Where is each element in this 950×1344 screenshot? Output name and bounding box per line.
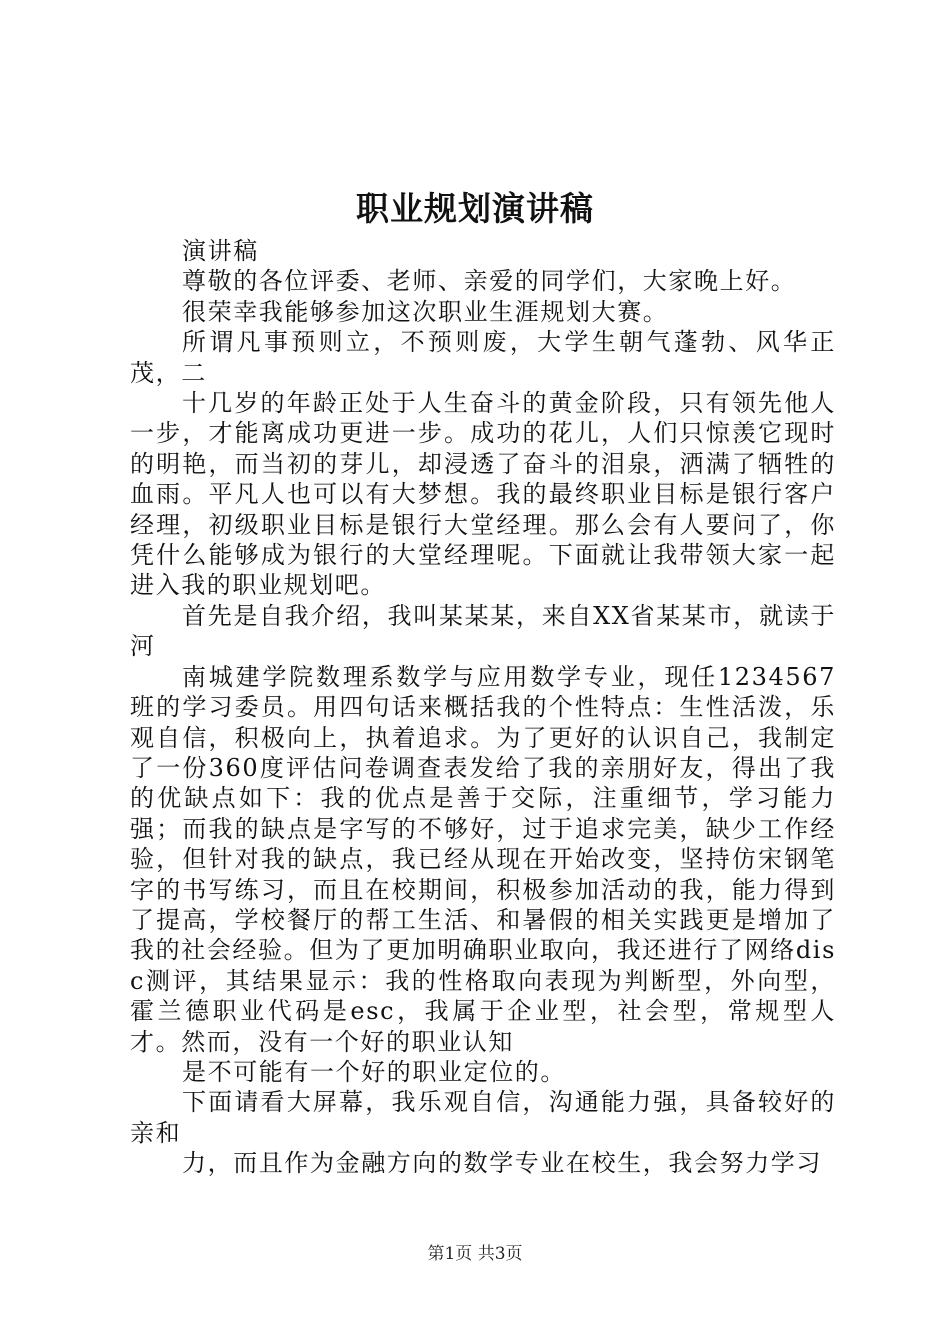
paragraph-self-assessment: 南城建学院数理系数学与应用数学专业，现任1234567班的学习委员。用四句话来概括我的个性特点：生性活泼，乐观自信，积极向上，执着追求。为了更好的认识自己，我制定了一份360度评估问卷调查表发给了我的亲朋好友，得出了我的优缺点如下：我的优点是善于交际，注重细节，学习能力强；而我的缺点是字写的不够好，过于追求完美，缺少工作经验，但针对我的缺点，我已经从现在开始改变，坚持仿宋钢笔字的书写练习，而且在校期间，积极参加活动的我，能力得到了提高，学校餐厅的帮工生活、和暑假的相关实践更是增加了我的社会经验。但为了更加明确职业取向，我还进行了网络disc测评，其结果显示：我的性格取向表现为判断型，外向型，霍兰德职业代码是esc，我属于企业型，社会型，常规型人才。然而，没有一个好的职业认知 bbox=[130, 662, 836, 1056]
paragraph-self-intro: 首先是自我介绍，我叫某某某，来自XX省某某市，就读于河 bbox=[130, 601, 836, 661]
paragraph-honor: 很荣幸我能够参加这次职业生涯规划大赛。 bbox=[182, 297, 669, 326]
document-title: 职业规划演讲稿 bbox=[356, 189, 594, 228]
paragraph-speech-label: 演讲稿 bbox=[182, 237, 259, 265]
paragraph-greeting: 尊敬的各位评委、老师、亲爱的同学们，大家晚上好。 bbox=[182, 267, 797, 296]
paragraph-preparation: 所谓凡事预则立，不预则废，大学生朝气蓬勃、风华正茂，二 bbox=[130, 328, 836, 387]
paragraph-big-screen: 下面请看大屏幕，我乐观自信，沟通能力强，具备较好的亲和 bbox=[130, 1088, 836, 1147]
document-body bbox=[130, 236, 836, 1179]
paragraph-career-goal: 十几岁的年龄正处于人生奋斗的黄金阶段，只有领先他人一步，才能离成功更进一步。成功的花儿，人们只惊羡它现时的明艳，而当初的芽儿，却浸透了奋斗的泪泉，洒满了牺牲的血雨。平凡人也可以有大梦想。我的最终职业目标是银行客户经理，初级职业目标是银行大堂经理。那么会有人要问了，你凭什么能够成为银行的大堂经理呢。下面就让我带领大家一起进入我的职业规划吧。 bbox=[130, 389, 836, 600]
paragraph-career-cognition: 是不可能有一个好的职业定位的。 bbox=[182, 1057, 566, 1086]
paragraph-study: 力，而且作为金融方向的数学专业在校生，我会努力学习 bbox=[182, 1149, 822, 1178]
page-number-footer: 第1页 共3页 bbox=[427, 1244, 523, 1264]
